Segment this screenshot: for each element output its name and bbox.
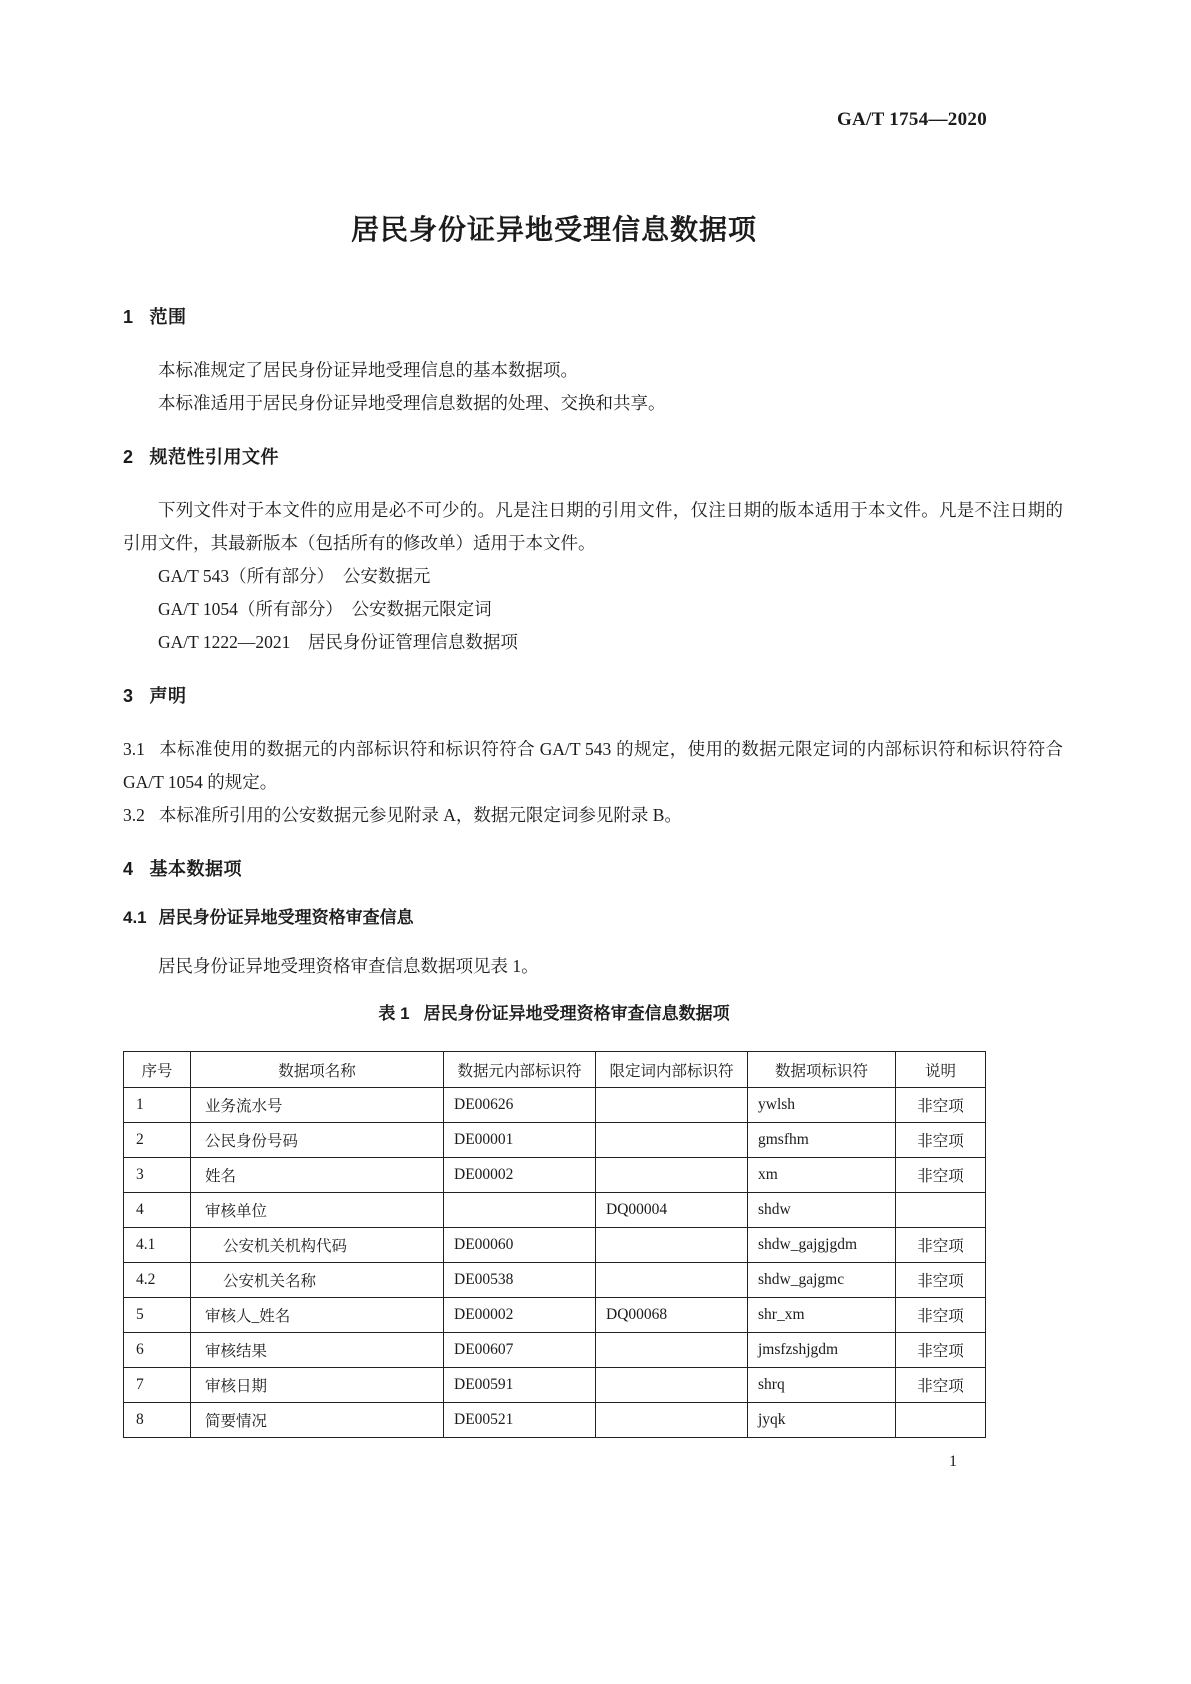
paragraph: 下列文件对于本文件的应用是必不可少的。凡是注日期的引用文件，仅注日期的版本适用于本文件。凡是不注日期的引用文件，其最新版本（包括所有的修改单）适用于本文件。 bbox=[123, 500, 1063, 553]
cell-dq bbox=[596, 1228, 748, 1263]
cell-note: 非空项 bbox=[896, 1368, 986, 1403]
table-caption-text: 居民身份证异地受理资格审查信息数据项 bbox=[423, 1004, 730, 1023]
doc-number: GA/T 1754—2020 bbox=[836, 109, 987, 130]
cell-id: shdw_gajgmc bbox=[748, 1263, 896, 1298]
cell-de: DE00521 bbox=[444, 1403, 596, 1438]
cell-name: 审核结果 bbox=[191, 1333, 444, 1368]
cell-de: DE00002 bbox=[444, 1158, 596, 1193]
section-title: 声明 bbox=[149, 686, 187, 706]
column-header: 说明 bbox=[896, 1052, 986, 1088]
section-title: 规范性引用文件 bbox=[149, 447, 280, 467]
cell-id: xm bbox=[748, 1158, 896, 1193]
cell-seq: 4.2 bbox=[124, 1263, 191, 1298]
section-title: 基本数据项 bbox=[149, 859, 243, 879]
table1-body bbox=[124, 1088, 986, 1438]
column-header: 数据元内部标识符 bbox=[444, 1052, 596, 1088]
cell-id: jyqk bbox=[748, 1403, 896, 1438]
cell-name: 公民身份号码 bbox=[191, 1123, 444, 1158]
cell-name: 简要情况 bbox=[191, 1403, 444, 1438]
cell-id: ywlsh bbox=[748, 1088, 896, 1123]
cell-dq: DQ00068 bbox=[596, 1298, 748, 1333]
section-1-heading bbox=[123, 304, 1063, 330]
section-number: 3 bbox=[123, 686, 134, 706]
clause bbox=[123, 799, 1063, 832]
cell-dq bbox=[596, 1263, 748, 1298]
cell-seq: 8 bbox=[124, 1403, 191, 1438]
table-row bbox=[124, 1158, 986, 1193]
cell-note: 非空项 bbox=[896, 1228, 986, 1263]
paragraph: 本标准规定了居民身份证异地受理信息的基本数据项。 bbox=[158, 360, 578, 380]
page-number: 1 bbox=[949, 1453, 957, 1470]
table-row bbox=[124, 1088, 986, 1123]
cell-seq: 6 bbox=[124, 1333, 191, 1368]
table-row bbox=[124, 1263, 986, 1298]
table-row bbox=[124, 1403, 986, 1438]
cell-seq: 4 bbox=[124, 1193, 191, 1228]
cell-seq: 4.1 bbox=[124, 1228, 191, 1263]
cell-de: DE00002 bbox=[444, 1298, 596, 1333]
clause-text: 本标准所引用的公安数据元参见附录 A，数据元限定词参见附录 B。 bbox=[158, 805, 682, 825]
table-row bbox=[124, 1368, 986, 1403]
cell-dq bbox=[596, 1368, 748, 1403]
cell-note: 非空项 bbox=[896, 1158, 986, 1193]
cell-de: DE00591 bbox=[444, 1368, 596, 1403]
table1-header-row bbox=[124, 1052, 986, 1088]
cell-id: shdw_gajgjgdm bbox=[748, 1228, 896, 1263]
cell-name: 姓名 bbox=[191, 1158, 444, 1193]
cell-name: 审核人_姓名 bbox=[191, 1298, 444, 1333]
cell-name: 审核日期 bbox=[191, 1368, 444, 1403]
section-number: 2 bbox=[123, 447, 134, 467]
table-row bbox=[124, 1123, 986, 1158]
section-4-heading bbox=[123, 856, 1063, 882]
cell-id: shdw bbox=[748, 1193, 896, 1228]
section-title: 范围 bbox=[149, 307, 187, 327]
paragraph: 本标准适用于居民身份证异地受理信息数据的处理、交换和共享。 bbox=[158, 393, 666, 413]
cell-note: 非空项 bbox=[896, 1333, 986, 1368]
cell-note bbox=[896, 1193, 986, 1228]
table-row bbox=[124, 1193, 986, 1228]
column-header: 序号 bbox=[124, 1052, 191, 1088]
paragraph: 居民身份证异地受理资格审查信息数据项见表 1。 bbox=[158, 956, 539, 976]
cell-de bbox=[444, 1193, 596, 1228]
table-row bbox=[124, 1228, 986, 1263]
normative-reference: GA/T 1054（所有部分） 公安数据元限定词 bbox=[158, 599, 492, 619]
cell-id: shr_xm bbox=[748, 1298, 896, 1333]
table-row bbox=[124, 1333, 986, 1368]
column-header: 数据项标识符 bbox=[748, 1052, 896, 1088]
cell-seq: 7 bbox=[124, 1368, 191, 1403]
table-row bbox=[124, 1298, 986, 1333]
cell-seq: 5 bbox=[124, 1298, 191, 1333]
cell-note bbox=[896, 1403, 986, 1438]
section-3-heading bbox=[123, 683, 1063, 709]
cell-dq bbox=[596, 1403, 748, 1438]
cell-note: 非空项 bbox=[896, 1298, 986, 1333]
normative-reference: GA/T 543（所有部分） 公安数据元 bbox=[158, 566, 431, 586]
section-number: 4 bbox=[123, 859, 134, 879]
table-caption-label: 表 1 bbox=[378, 1004, 410, 1023]
section-title: 居民身份证异地受理资格审查信息 bbox=[158, 908, 414, 927]
doc-title: 居民身份证异地受理信息数据项 bbox=[350, 214, 757, 245]
cell-dq bbox=[596, 1158, 748, 1193]
cell-de: DE00001 bbox=[444, 1123, 596, 1158]
cell-de: DE00538 bbox=[444, 1263, 596, 1298]
cell-seq: 3 bbox=[124, 1158, 191, 1193]
cell-note: 非空项 bbox=[896, 1263, 986, 1298]
section-4-1-heading bbox=[123, 906, 1063, 930]
column-header: 数据项名称 bbox=[191, 1052, 444, 1088]
clause-number: 3.1 bbox=[123, 739, 145, 759]
column-header: 限定词内部标识符 bbox=[596, 1052, 748, 1088]
cell-name: 公安机关机构代码 bbox=[191, 1228, 444, 1263]
cell-dq bbox=[596, 1088, 748, 1123]
section-number: 1 bbox=[123, 307, 134, 327]
clause bbox=[123, 733, 1063, 799]
cell-id: shrq bbox=[748, 1368, 896, 1403]
cell-name: 公安机关名称 bbox=[191, 1263, 444, 1298]
cell-name: 审核单位 bbox=[191, 1193, 444, 1228]
table1 bbox=[123, 1051, 986, 1438]
table1-caption bbox=[123, 1001, 985, 1027]
normative-reference: GA/T 1222—2021 居民身份证管理信息数据项 bbox=[158, 632, 518, 652]
cell-note: 非空项 bbox=[896, 1088, 986, 1123]
cell-name: 业务流水号 bbox=[191, 1088, 444, 1123]
clause-number: 3.2 bbox=[123, 805, 145, 825]
cell-dq bbox=[596, 1333, 748, 1368]
section-number: 4.1 bbox=[123, 908, 147, 927]
cell-id: gmsfhm bbox=[748, 1123, 896, 1158]
section-2-heading bbox=[123, 444, 1063, 470]
cell-de: DE00060 bbox=[444, 1228, 596, 1263]
cell-note: 非空项 bbox=[896, 1123, 986, 1158]
cell-seq: 1 bbox=[124, 1088, 191, 1123]
cell-dq: DQ00004 bbox=[596, 1193, 748, 1228]
cell-de: DE00607 bbox=[444, 1333, 596, 1368]
cell-seq: 2 bbox=[124, 1123, 191, 1158]
cell-dq bbox=[596, 1123, 748, 1158]
cell-id: jmsfzshjgdm bbox=[748, 1333, 896, 1368]
cell-de: DE00626 bbox=[444, 1088, 596, 1123]
clause-text: 本标准使用的数据元的内部标识符和标识符符合 GA/T 543 的规定，使用的数据元限定词的内部标识符和标识符符合 GA/T 1054 的规定。 bbox=[123, 739, 1063, 792]
